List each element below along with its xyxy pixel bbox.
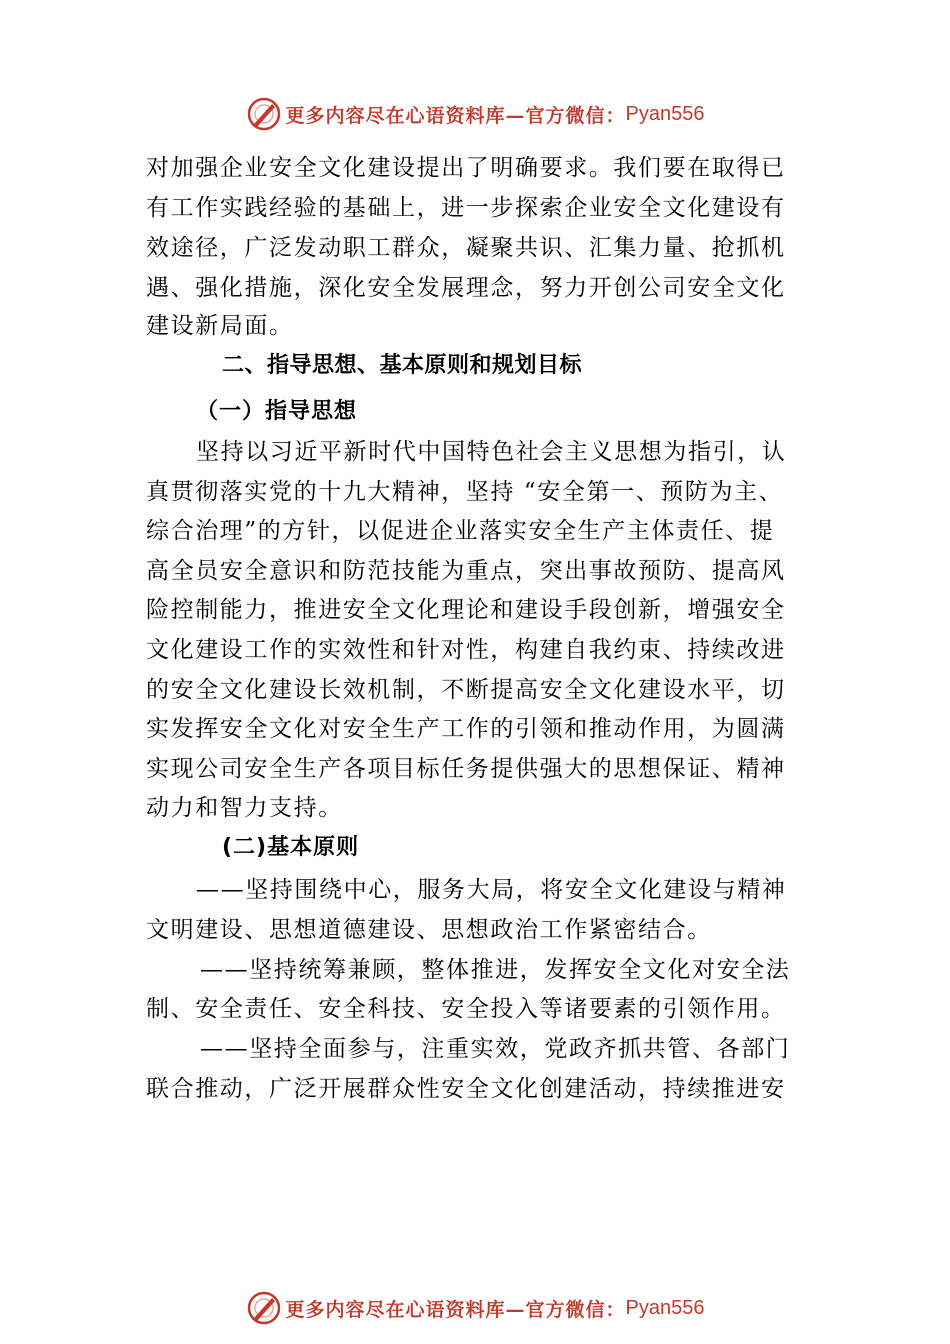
text-line: 文化建设工作的实效性和针对性，构建自我约束、持续改进 — [146, 637, 786, 663]
footer-watermark — [0, 1286, 950, 1330]
section-heading: 二、指导思想、基本原则和规划目标 — [222, 353, 583, 378]
principle-line: 联合推动，广泛开展群众性安全文化创建活动，持续推进安 — [146, 1076, 786, 1102]
text-line: 建设新局面。 — [146, 313, 294, 339]
text-line: 效途径，广泛发动职工群众，凝聚共识、汇集力量、抢抓机 — [146, 235, 786, 261]
text-line: 遇、强化措施，深化安全发展理念，努力开创公司安全文化 — [146, 275, 786, 301]
watermark-brand: 更多内容尽在心语资料库 — [285, 1298, 506, 1321]
text-line: 高全员安全意识和防范技能为重点，突出事故预防、提高风 — [146, 558, 786, 584]
principle-line: ——坚持统筹兼顾，整体推进，发挥安全文化对安全法 — [200, 957, 791, 983]
text-line: 真贯彻落实党的十九大精神，坚持 “安全第一、预防为主、 — [146, 479, 784, 505]
watermark-wechat-id: Pyan556 — [625, 1296, 705, 1319]
pen-logo-icon — [246, 96, 282, 132]
text-line: 有工作实践经验的基础上，进一步探索企业安全文化建设有 — [146, 195, 786, 221]
text-line: 实发挥安全文化对安全生产工作的引领和推动作用，为圆满 — [146, 716, 786, 742]
text-line: 实现公司安全生产各项目标任务提供强大的思想保证、精神 — [146, 756, 786, 782]
principle-line: 文明建设、思想道德建设、思想政治工作紧密结合。 — [146, 917, 712, 943]
text-line: 动力和智力支持。 — [146, 795, 343, 821]
principle-line: 制、安全责任、安全科技、安全投入等诸要素的引领作用。 — [146, 996, 786, 1022]
principle-line: ——坚持围绕中心，服务大局，将安全文化建设与精神 — [196, 877, 787, 903]
text-line: 的安全文化建设长效机制，不断提高安全文化建设水平，切 — [146, 677, 786, 703]
text-line: 综合治理”的方针，以促进企业落实安全生产主体责任、提 — [146, 518, 775, 544]
watermark-official: —官方微信： — [505, 1298, 626, 1321]
text-line: 对加强企业安全文化建设提出了明确要求。我们要在取得已 — [146, 155, 786, 181]
watermark-wechat-id: Pyan556 — [625, 102, 705, 125]
header-watermark — [0, 92, 950, 136]
subsection-heading-principles: (二)基本原则 — [222, 835, 360, 860]
pen-logo-icon — [246, 1290, 282, 1326]
text-line: 险控制能力，推进安全文化理论和建设手段创新，增强安全 — [146, 597, 786, 623]
watermark-brand: 更多内容尽在心语资料库 — [285, 104, 506, 127]
principle-line: ——坚持全面参与，注重实效，党政齐抓共管、各部门 — [200, 1036, 791, 1062]
subsection-heading-guiding: （一）指导思想 — [196, 399, 358, 424]
text-line: 坚持以习近平新时代中国特色社会主义思想为指引，认 — [196, 439, 787, 465]
watermark-official: —官方微信： — [505, 104, 626, 127]
